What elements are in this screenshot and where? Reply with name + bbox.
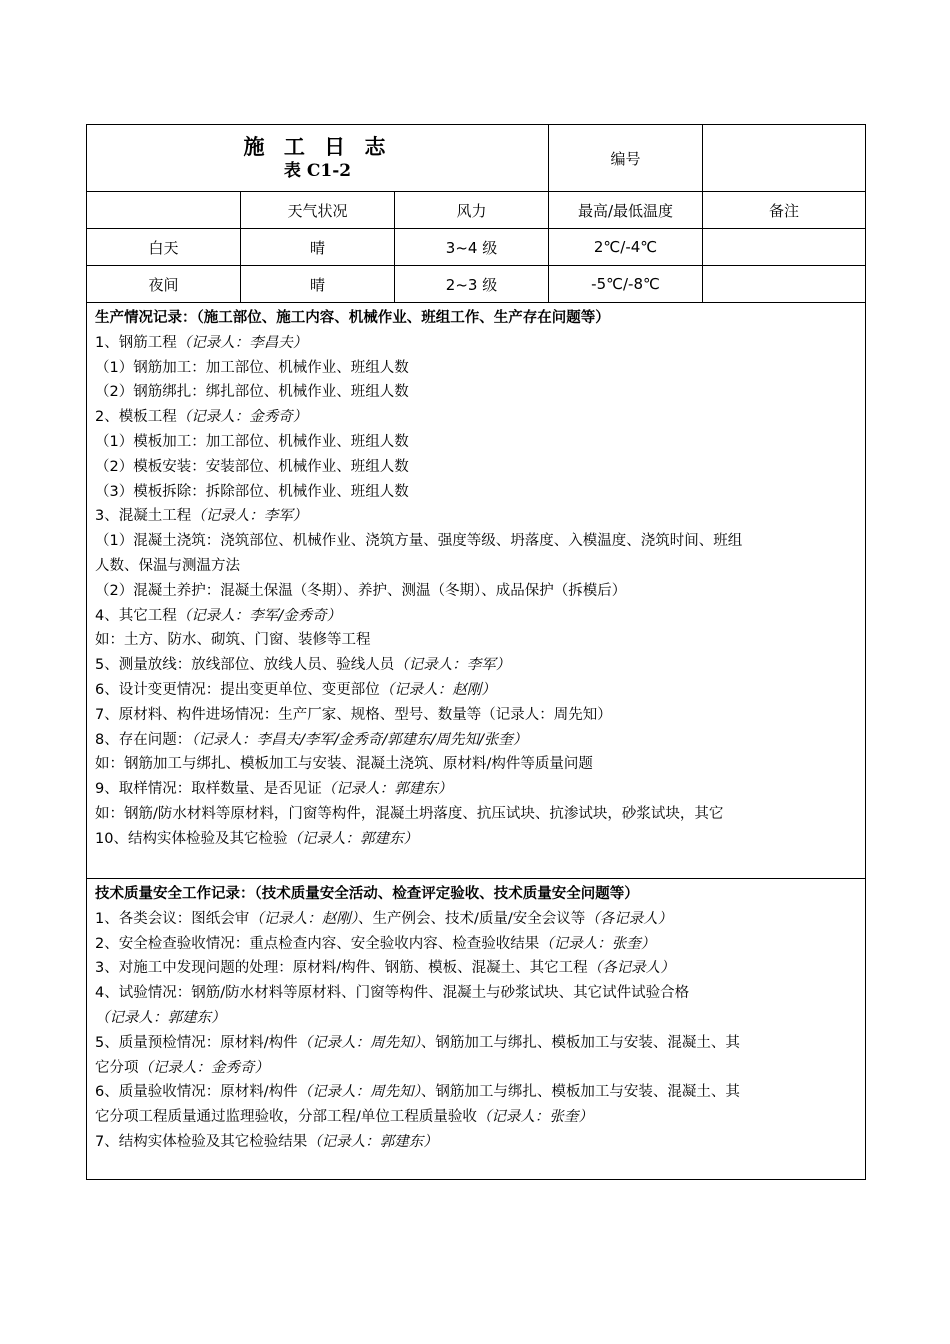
production-line [95, 728, 857, 753]
production-record-section [87, 303, 866, 879]
production-line [95, 604, 857, 629]
recorder-note: （记录人：周先知） [297, 1034, 421, 1051]
recorder-note: （记录人：金秀奇） [138, 1059, 269, 1076]
title-cell [87, 125, 549, 192]
weather-header-temperature: 最高/最低温度 [549, 192, 703, 229]
quality-heading: 技术质量安全工作记录：（技术质量安全活动、检查评定验收、技术质量安全问题等） [95, 886, 639, 902]
temperature-value: -5℃/-8℃ [549, 266, 703, 303]
weather-header-blank [87, 192, 241, 229]
line-text: 5、测量放线：放线部位、放线人员、验线人员 [95, 657, 395, 674]
weather-value: 晴 [241, 229, 395, 266]
quality-line [95, 932, 857, 957]
wind-value: 3~4 级 [395, 229, 549, 266]
line-text: 4、其它工程 [95, 607, 177, 624]
weather-value: 晴 [241, 266, 395, 303]
production-line [95, 777, 857, 802]
construction-log-sheet [86, 124, 865, 1180]
production-line [95, 703, 857, 728]
line-text: 6、设计变更情况：提出变更单位、变更部位 [95, 681, 380, 698]
recorder-note: （各记录人） [587, 960, 675, 977]
page-title: 施 工 日 志 [243, 134, 392, 159]
note-value[interactable] [703, 229, 866, 266]
line-text: 9、取样情况：取样数量、是否见证 [95, 781, 322, 798]
wind-value: 2~3 级 [395, 266, 549, 303]
production-line [95, 380, 857, 405]
line-text: 3、混凝土工程 [95, 508, 192, 525]
production-line [95, 678, 857, 703]
production-line [95, 752, 857, 777]
line-text-continued: 、钢筋加工与绑扎、模板加工与安装、混凝土、其 [420, 1084, 740, 1101]
quality-line [95, 1105, 857, 1130]
line-text: （1）混凝土浇筑：浇筑部位、机械作业、浇筑方量、强度等级、坍落度、入模温度、浇筑时间、班组 [95, 533, 743, 550]
quality-section-row [87, 879, 866, 1180]
line-text: 5、质量预检情况：原材料/构件 [95, 1034, 298, 1051]
line-text: 10、结构实体检验及其它检验 [95, 830, 288, 847]
row-label: 白天 [87, 229, 241, 266]
quality-line [95, 1080, 857, 1105]
line-text: 它分项工程质量通过监理验收，分部工程/单位工程质量验收 [95, 1109, 477, 1126]
line-text: 如：土方、防水、砌筑、门窗、装修等工程 [95, 632, 371, 649]
temperature-value: 2℃/-4℃ [549, 229, 703, 266]
quality-line [95, 1031, 857, 1056]
recorder-note: （记录人：李军/金秀奇） [176, 607, 342, 624]
weather-header-wind: 风力 [395, 192, 549, 229]
number-value[interactable] [703, 125, 866, 192]
line-text: 6、质量验收情况：原材料/构件 [95, 1084, 298, 1101]
production-line [95, 430, 857, 455]
quality-line [95, 1130, 857, 1155]
production-line [95, 455, 857, 480]
recorder-note: （记录人：张奎） [476, 1109, 593, 1126]
recorder-note: （记录人：郭建东） [307, 1133, 438, 1150]
number-label: 编号 [549, 125, 703, 192]
line-text: 如：钢筋加工与绑扎、模板加工与安装、混凝土浇筑、原材料/构件等质量问题 [95, 756, 593, 773]
recorder-note: （记录人：金秀奇） [176, 409, 308, 426]
production-line [95, 802, 857, 827]
quality-lines [95, 907, 857, 1155]
line-text: 1、钢筋工程 [95, 334, 177, 351]
line-text: 1、各类会议：图纸会审 [95, 910, 250, 927]
weather-header-row [87, 192, 866, 229]
weather-header-note: 备注 [703, 192, 866, 229]
production-line [95, 827, 857, 852]
recorder-note: （记录人：郭建东） [95, 1009, 226, 1026]
recorder-note: （记录人：李军） [394, 657, 511, 674]
line-text: （2）钢筋绑扎：绑扎部位、机械作业、班组人数 [95, 384, 409, 401]
line-text: 人数、保温与测温方法 [95, 557, 240, 574]
recorder-note: （记录人：李昌夫/李军/金秀奇/郭建东/周先知/张奎） [191, 731, 528, 748]
production-heading: 生产情况记录：（施工部位、施工内容、机械作业、班组工作、生产存在问题等） [95, 310, 610, 326]
production-line [95, 529, 857, 554]
line-text: （1）模板加工：加工部位、机械作业、班组人数 [95, 433, 409, 450]
production-line [95, 405, 857, 430]
line-text: 7、原材料、构件进场情况：生产厂家、规格、型号、数量等（记录人：周先知） [95, 706, 612, 723]
line-text: 它分项 [95, 1059, 139, 1076]
quality-line [95, 981, 857, 1006]
line-text: 4、试验情况：钢筋/防水材料等原材料、门窗等构件、混凝土与砂浆试块、其它试件试验合格 [95, 985, 690, 1002]
weather-row-night [87, 266, 866, 303]
recorder-note: （记录人：郭建东） [287, 830, 418, 847]
line-text-continued: 、钢筋加工与绑扎、模板加工与安装、混凝土、其 [420, 1034, 740, 1051]
line-text: （2）模板安装：安装部位、机械作业、班组人数 [95, 458, 409, 475]
recorder-note: （记录人：赵刚） [379, 681, 496, 698]
recorder-note: （记录人：赵刚） [249, 910, 358, 927]
recorder-note: （记录人：李军） [191, 508, 308, 525]
production-line [95, 504, 857, 529]
weather-header-condition: 天气状况 [241, 192, 395, 229]
quality-line [95, 956, 857, 981]
quality-line [95, 1006, 857, 1031]
note-value[interactable] [703, 266, 866, 303]
line-text: 2、安全检查验收情况：重点检查内容、安全验收内容、检查验收结果 [95, 935, 540, 952]
quality-record-section [87, 879, 866, 1180]
recorder-note: （记录人：周先知） [297, 1084, 421, 1101]
weather-row-day [87, 229, 866, 266]
line-text: 8、存在问题： [95, 731, 192, 748]
line-text: （1）钢筋加工：加工部位、机械作业、班组人数 [95, 359, 409, 376]
quality-line [95, 907, 857, 932]
line-text-continued: 、生产例会、技术/质量/安全会议等 [357, 910, 586, 927]
production-line [95, 653, 857, 678]
production-line [95, 579, 857, 604]
line-text: 3、对施工中发现问题的处理：原材料/构件、钢筋、模板、混凝土、其它工程 [95, 960, 588, 977]
production-section-row [87, 303, 866, 879]
line-text: 如：钢筋/防水材料等原材料，门窗等构件，混凝土坍落度、抗压试块、抗渗试块，砂浆试块，其它 [95, 805, 724, 822]
construction-log-table [86, 124, 866, 1180]
production-line [95, 356, 857, 381]
line-text: （2）混凝土养护：混凝土保温（冬期）、养护、测温（冬期）、成品保护（拆模后） [95, 582, 627, 599]
recorder-note-secondary: （各记录人） [585, 910, 673, 927]
line-text: （3）模板拆除：拆除部位、机械作业、班组人数 [95, 483, 409, 500]
line-text: 7、结构实体检验及其它检验结果 [95, 1133, 308, 1150]
recorder-note: （记录人：郭建东） [321, 781, 453, 798]
production-lines [95, 331, 857, 852]
form-code: 表 C1-2 [283, 161, 352, 181]
production-line [95, 480, 857, 505]
row-label: 夜间 [87, 266, 241, 303]
recorder-note: （记录人：张奎） [539, 935, 656, 952]
title-row [87, 125, 866, 192]
production-line [95, 331, 857, 356]
recorder-note: （记录人：李昌夫） [176, 334, 308, 351]
line-text: 2、模板工程 [95, 409, 177, 426]
quality-line [95, 1056, 857, 1081]
production-line [95, 554, 857, 579]
production-line [95, 628, 857, 653]
